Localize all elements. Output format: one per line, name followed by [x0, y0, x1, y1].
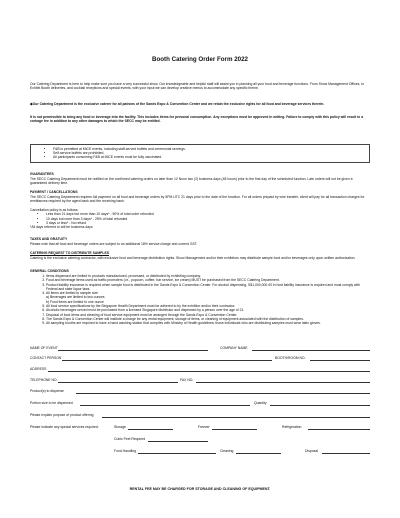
condition-subitem: b) Food items are limited to one ounce — [46, 299, 104, 304]
covid-rule-item: • All participants consuming F&B at MICE events must be fully vaccinated. — [53, 155, 361, 159]
samples-heading: CATERING REQUEST TO DISTRIBUTE SAMPLES — [30, 251, 109, 255]
form-row-cubic — [30, 437, 370, 442]
exclusive-caterer-note: ◆Our Catering Department is the exclusive caterer for all patrons of the Sands Expo & Convention Center and we retain the exclusive rights for all food and beverage services therein. — [30, 102, 325, 106]
covid-rules-box — [30, 144, 370, 163]
products-label: Product(s) to dispense — [30, 389, 64, 393]
cancellation-policy — [30, 208, 370, 229]
form-row-event — [30, 346, 370, 351]
condition-item: 9. All sampling booths are required to have a hand washing station that complies with Ministry of Health guidelines; those individuals who are distributing samples must wear latex gloves. — [46, 321, 370, 325]
form-row-phone — [30, 378, 370, 383]
disposal-label: Disposal — [305, 449, 319, 453]
condition-item: 8. The Sands Expo & Convention Center will institute a charge for any rental equipment, storage of items, or cleaning of equipment associated with the distribution of samples. — [46, 317, 370, 321]
form-row-contact — [30, 356, 370, 361]
condition-subitem: a) Beverages are limited to two ounces — [46, 295, 105, 300]
company-name-field[interactable] — [252, 350, 370, 351]
condition-item: 6. Alcoholic beverages served must be purchased from a licensed Singapore distributor and dispensed by a person over the age of 21. — [46, 308, 370, 312]
cancellation-item: • Less than 21 days but more than 10 days* - 50% of total order refunded — [46, 212, 370, 216]
contact-person-field[interactable] — [62, 360, 272, 361]
event-name-label: NAME OF EVENT — [30, 346, 58, 350]
condition-item-text: All items are limited to sample size — [46, 291, 99, 296]
quantity-field[interactable] — [270, 405, 370, 406]
portion-size-label: Portion size to be dispensed — [30, 401, 73, 405]
general-heading: GENERAL CONDITIONS — [30, 269, 69, 273]
form-title: Booth Catering Order Form 2022 — [152, 56, 248, 63]
guarantees-text: The SECC Catering Department must be notified on the confirmed catering orders no later than 12 Noon two (2) business days (48 hours) prior to the first day of the scheduled function. Late orders will not be given a guaranteed delivery time. — [30, 177, 353, 186]
cubic-feet-label: Cubic Feet Required — [114, 437, 146, 441]
condition-item: 7. Disposal of food items and cleaning of food service equipment must be arranged through the Sands Expo & Convention Center. — [46, 313, 370, 317]
freezer-field[interactable] — [212, 429, 257, 430]
products-field[interactable] — [76, 393, 370, 394]
purpose-label: Please explain purpose of product offering — [30, 413, 94, 417]
form-row-handling — [30, 449, 370, 454]
form-row-purpose — [30, 413, 370, 418]
event-name-field[interactable] — [58, 350, 208, 351]
form-row-services — [30, 425, 370, 430]
cleaning-label: Cleaning — [220, 449, 234, 453]
telephone-field[interactable] — [58, 382, 178, 383]
condition-item: 5. All food service specifications by the Singapore Health Department must be adhered to by the exhibitor and/or their contractor. — [46, 304, 370, 308]
address-field[interactable] — [48, 371, 370, 372]
covid-rule-item: • F&B is permitted at MICE events, including staff-served buffets and ceremonial servings. — [53, 147, 361, 151]
fax-field[interactable] — [196, 382, 370, 383]
payment-text: The SECC Catering Department requires full payment on all food and beverage orders by 5PM UTC 21 days prior to the date of the function. For all orders prepaid by wire transfer, client will pay for all transaction charges for remittances required by the agent bank and the receiving bank. — [30, 195, 365, 204]
storage-label: Storage — [114, 425, 126, 429]
cancellation-item: • 10 days but more than 3 days* - 25% of total refunded — [46, 217, 370, 221]
freezer-label: Freezer — [198, 425, 210, 429]
guarantees-heading: GUARANTEES — [30, 172, 54, 176]
intro-paragraph: Our Catering Department is here to help make sure you have a very successful show. Our knowledgeable and helpful staff will assist you in planning all your food and beverage functions. From Show Management Offices, to Exhibit Booth deliveries, and cocktail receptions and special events, with your input we can develop creative menus to accommodate any specific theme. — [30, 82, 365, 91]
food-handling-field[interactable] — [138, 453, 216, 454]
company-name-label: COMPANY NAME — [220, 346, 248, 350]
food-handling-label: Food Handling — [114, 449, 137, 453]
covid-rule-item: • Self-service buffets are prohibited. — [53, 151, 361, 155]
portion-size-field[interactable] — [80, 405, 250, 406]
taxes-text: Please note that all food and beverage orders are subject to an additional 18% service charge and current GST. — [30, 242, 198, 246]
rental-fee-notice: RENTAL FEE MAY BE CHARGED FOR STORAGE AND CLEANING OF EQUIPMENT. — [129, 487, 271, 491]
form-row-products — [30, 389, 370, 394]
purpose-field[interactable] — [102, 417, 370, 418]
contact-person-label: CONTACT PERSON — [30, 356, 62, 360]
samples-text: Catering is the exclusive catering contractor, with exclusive food and beverage distribution rights. Show Management and/or their exhibitors may distribute sample food and/or beverages only upon written authorization. — [30, 256, 356, 260]
condition-item: 2. Food and beverage items used as traffic promoters (i.e., popcorn, coffee, bar service, ice cream) MUST be purchased from the SECC Catering Department. — [46, 278, 370, 282]
cancellation-intro: Cancellation policy is as follows: — [30, 208, 79, 212]
special-services-label: Please indicate any special services required: — [30, 425, 99, 429]
telephone-label: TELEPHONE NO. — [30, 378, 58, 382]
booth-room-label: BOOTH/ROOM NO. — [275, 356, 306, 360]
form-row-address — [30, 367, 370, 372]
outside-food-policy: It is not permissible to bring any food or beverage into the facility. This includes items for personal consumption. Any exceptions must be approved in writing. Failure to comply with this policy will result in a corkage fee in addition to any other damages to which the SECC may be entitled. — [30, 115, 364, 124]
condition-item: 1. Items dispensed are limited to products manufactured, processed, or distributed by exhibiting company. — [46, 274, 370, 278]
form-row-portion — [30, 401, 370, 406]
cubic-feet-field[interactable] — [148, 441, 208, 442]
storage-field[interactable] — [128, 429, 173, 430]
taxes-heading: TAXES AND GRATUITY — [30, 237, 68, 241]
fax-label: FAX NO. — [180, 378, 194, 382]
cancellation-item: • 3 days or less* - No refund — [46, 221, 370, 225]
condition-item: 3. Product liability insurance is required when sample food is distributed in the Sands Expo & Convention Center. For alcohol dispensing, S$1,000,000.00 in host liability insurance is required and must comply with Federal and state liquor laws. — [46, 283, 370, 292]
quantity-label: Quantity — [254, 401, 267, 405]
cleaning-field[interactable] — [236, 453, 281, 454]
condition-item — [46, 291, 370, 304]
refrigeration-field[interactable] — [308, 429, 370, 430]
cancellation-note: *All days referred to will be business days — [30, 225, 93, 230]
general-conditions — [30, 274, 370, 326]
disposal-field[interactable] — [322, 453, 370, 454]
payment-heading: PAYMENT / CANCELLATIONS — [30, 190, 78, 194]
refrigeration-label: Refrigeration — [282, 425, 302, 429]
address-label: ADDRESS — [30, 367, 47, 371]
booth-room-field[interactable] — [310, 360, 370, 361]
